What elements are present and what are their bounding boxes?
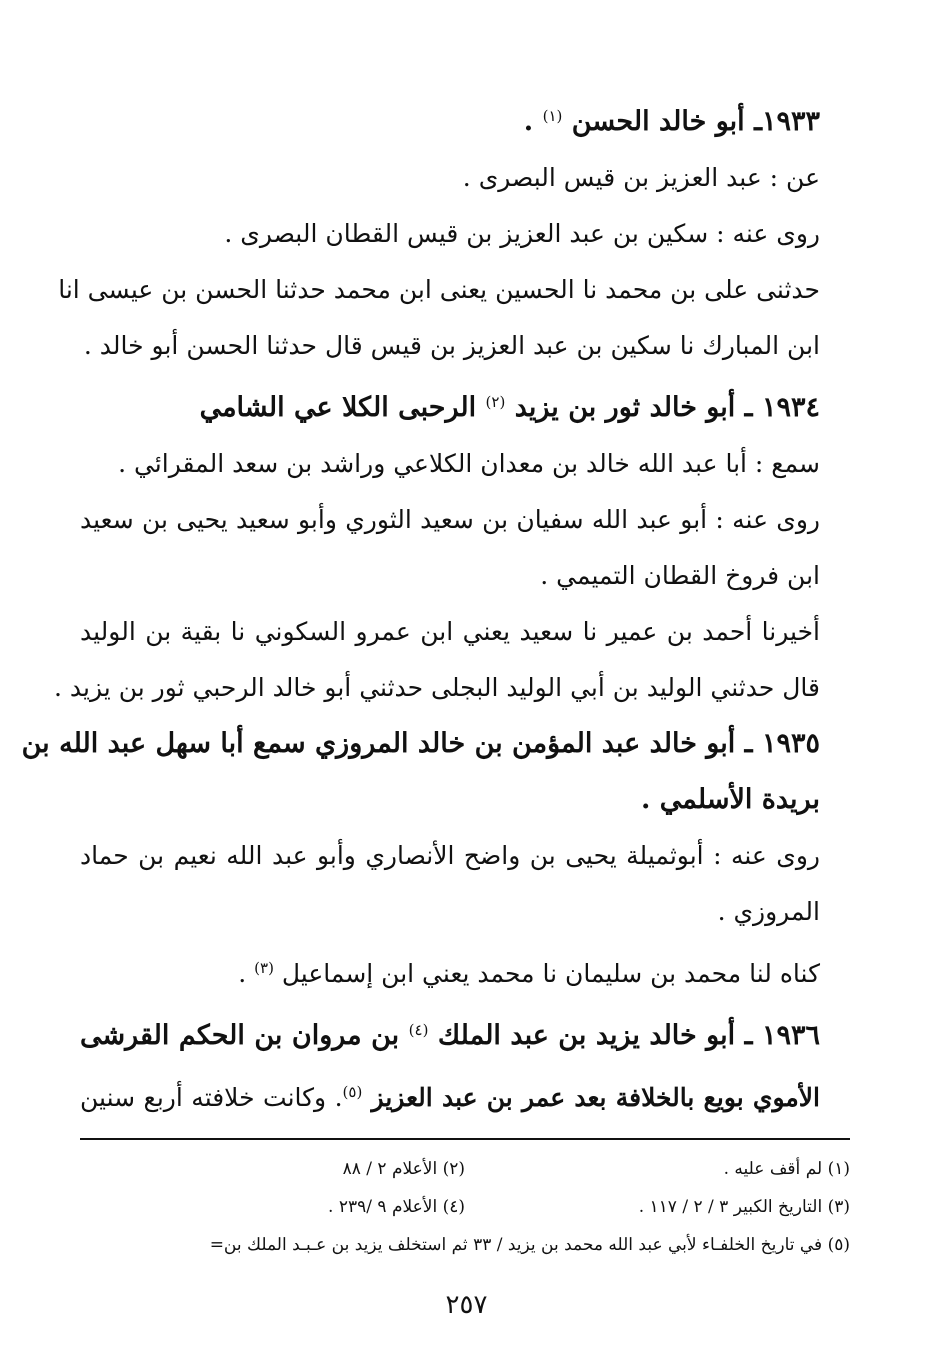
entry-1933-isnad-2: ابن المبارك نا سكين بن عبد العزيز بن قيس قال حدثنا الحسن أبو خالد . — [83, 331, 820, 360]
entry-heading-rest: الرحبى الكلا عي الشامي — [199, 392, 486, 423]
entry-1934-title — [80, 374, 820, 436]
footnote-ref: (٢) — [485, 393, 506, 411]
entry-1933-isnad-1: حدثنى على بن محمد نا الحسين يعنى ابن محمد حدثنا الحسن بن عيسى انا — [58, 275, 820, 304]
footnote-ref: (٤) — [408, 1021, 429, 1039]
footnote-4: (٤) الأعلام ٩ /٢٣٩ . — [328, 1197, 465, 1217]
entry-1935-title-1 — [21, 716, 820, 772]
entry-1934-rawa-1: روى عنه : أبو عبد الله سفيان بن سعيد الثوري وأبو سعيد يحيى بن سعيد — [80, 505, 820, 534]
page-number: ٢٥٧ — [445, 1290, 488, 1320]
entry-heading-cont: الأموي بويع بالخلافة بعد عمر بن عبد العزيز — [362, 1083, 820, 1112]
entry-number: ١٩٣٥ — [761, 728, 820, 759]
footnote-1: (١) لم أقف عليه . — [723, 1159, 850, 1179]
entry-1934-rawa-2: ابن فروخ القطان التميمي . — [540, 561, 820, 590]
entry-heading: ـ أبو خالد عبد المؤمن بن خالد المروزي سمع أبا سهل عبد الله بن — [21, 728, 762, 759]
entry-heading: ـ أبو خالد يزيد بن عبد الملك — [428, 1020, 762, 1051]
heading-end: . — [523, 106, 543, 137]
footnotes — [80, 1150, 850, 1264]
footnote-ref: (٥) — [342, 1083, 363, 1101]
entry-1935-kunya — [80, 940, 820, 1002]
footnote-2: (٢) الأعلام ٢ / ٨٨ — [342, 1159, 465, 1179]
entry-1935-rawa-2: المروزي . — [717, 897, 820, 926]
entry-body: . وكانت خلافته أربع سنين — [80, 1083, 343, 1112]
entry-1934-sami: سمع : أبا عبد الله خالد بن معدان الكلاعي وراشد بن سعد المقرائي . — [118, 449, 820, 478]
footnote-row — [80, 1188, 850, 1226]
kunya-end: . — [238, 959, 255, 988]
entry-1933-rawa: روى عنه : سكين بن عبد العزيز بن قيس القطان البصرى . — [224, 219, 820, 248]
footnote-ref: (٣) — [254, 959, 274, 977]
entry-1933-title — [80, 88, 820, 150]
entry-number: ١٩٣٤ — [761, 392, 820, 423]
entry-1936-line-2 — [80, 1064, 820, 1126]
entry-1935-title-2: بريدة الأسلمي . — [640, 784, 820, 815]
kunya-text: كناه لنا محمد بن سليمان نا محمد يعني ابن إسماعيل — [281, 959, 820, 988]
entry-1934-isnad-1: أخيرنا أحمد بن عمير نا سعيد يعني ابن عمرو السكوني نا بقية بن الوليد — [80, 617, 820, 646]
entry-heading: ـ أبو خالد ثور بن يزيد — [505, 392, 762, 423]
entry-1935-rawa-1: روى عنه : أبوثميلة يحيى بن واضح الأنصاري وأبو عبد الله نعيم بن حماد — [80, 841, 820, 870]
entry-1936-title — [80, 1002, 820, 1064]
footnote-ref: (١) — [542, 107, 563, 125]
entry-heading: ـ أبو خالد الحسن — [571, 106, 762, 137]
main-text — [21, 88, 820, 1126]
footnote-5: (٥) في تاريخ الخلفـاء لأبي عبد الله محمد بن يزيد / ٣٣ ثم استخلف يزيد بن عـبـد الملك بن= — [209, 1235, 850, 1255]
entry-1934-isnad-2: قال حدثني الوليد بن أبي الوليد البجلى حدثني أبو خالد الرحبي ثور بن يزيد . — [54, 673, 820, 702]
footnote-row — [80, 1150, 850, 1188]
entry-number: ١٩٣٣ — [761, 106, 820, 137]
entry-heading-rest: بن مروان بن الحكم القرشى — [80, 1020, 409, 1051]
footnote-divider — [80, 1138, 850, 1140]
entry-number: ١٩٣٦ — [761, 1020, 820, 1051]
footnote-3: (٣) التاريخ الكبير ٣ / ٢ / ١١٧ . — [638, 1197, 850, 1217]
entry-1933-an: عن : عبد العزيز بن قيس البصرى . — [462, 163, 820, 192]
